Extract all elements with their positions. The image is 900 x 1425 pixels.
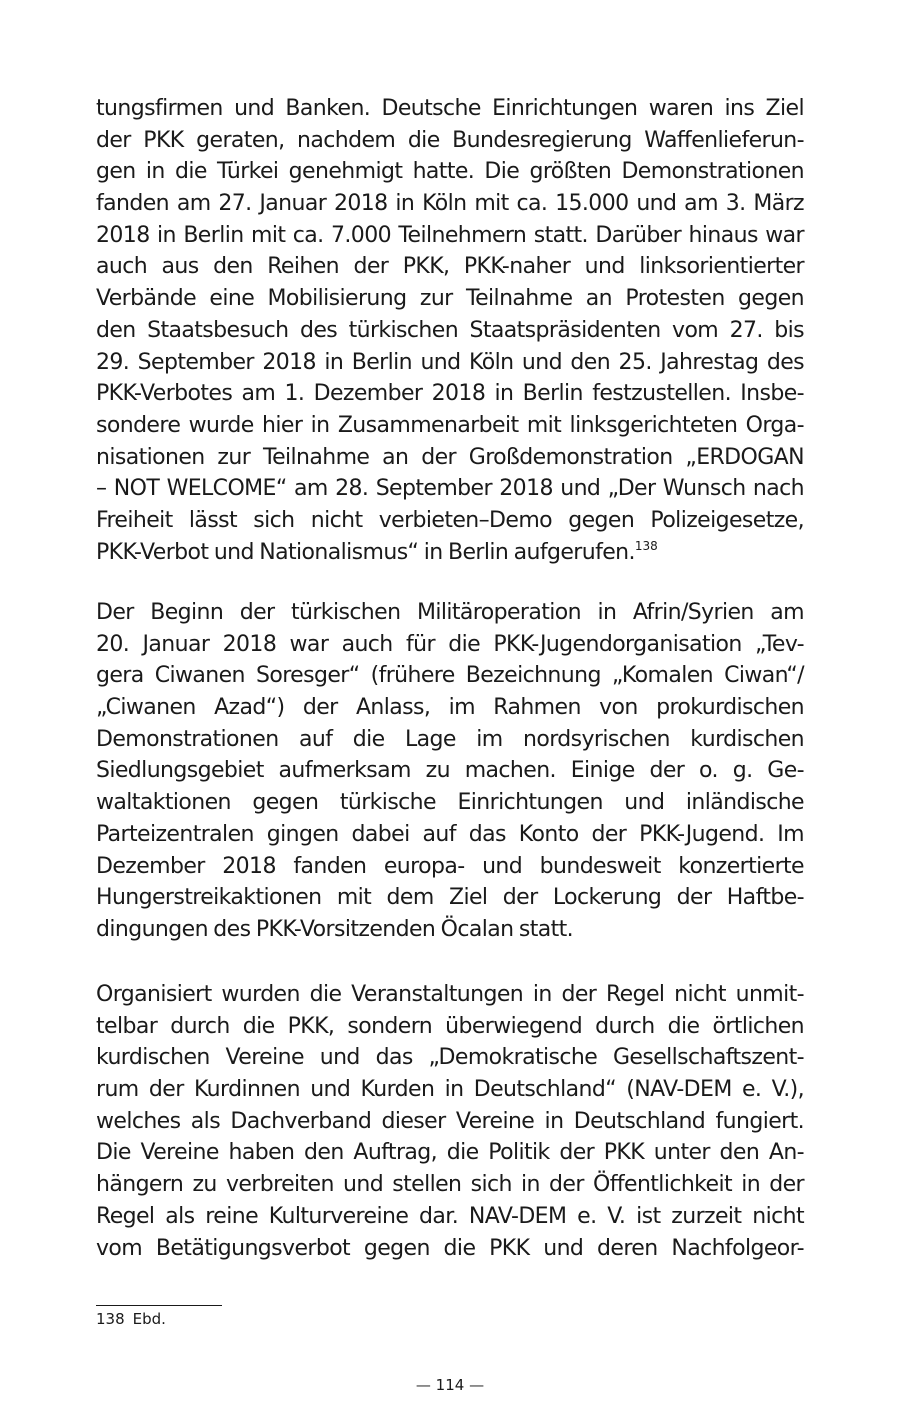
text-line: Dezember 2018 fanden europa- und bundesweit konzertierte (96, 853, 804, 879)
text-line: Demonstrationen auf die Lage im nordsyrischen kurdischen (96, 726, 804, 752)
paragraph-3 (96, 979, 804, 1264)
text-line: rum der Kurdinnen und Kurden in Deutschland“ (NAV-DEM e. V.), (96, 1077, 804, 1103)
footnote-divider (96, 1305, 222, 1306)
text-line: Parteizentralen gingen dabei auf das Konto der PKK-Jugend. Im (96, 821, 804, 847)
footnote-number: 138 (96, 1310, 125, 1328)
text-line: nisationen zur Teilnahme an der Großdemonstration „ERDOGAN (96, 444, 804, 470)
text-line: kurdischen Vereine und das „Demokratische Gesellschaftszent- (96, 1045, 804, 1071)
text-line: Die Vereine haben den Auftrag, die Politik der PKK unter den An- (96, 1140, 804, 1166)
page-number-dash-left: — (415, 1376, 431, 1394)
page-number-value: 114 (435, 1376, 465, 1394)
footnote-reference[interactable]: 138 (634, 538, 658, 553)
text-line: Regel als reine Kulturvereine dar. NAV-DEM e. V. ist zurzeit nicht (96, 1203, 804, 1229)
text-line: Siedlungsgebiet aufmerksam zu machen. Einige der o. g. Ge- (96, 758, 804, 784)
text-line: sondere wurde hier in Zusammenarbeit mit linksgerichteten Orga- (96, 412, 804, 438)
text-line: 20. Januar 2018 war auch für die PKK-Jugendorganisation „Tev- (96, 631, 804, 657)
footnote-text: Ebd. (132, 1310, 166, 1328)
text-line: der PKK geraten, nachdem die Bundesregierung Waffenlieferun- (96, 127, 804, 153)
text-line-last: dingungen des PKK-Vorsitzenden Öcalan statt. (96, 916, 574, 942)
paragraph-2 (96, 597, 804, 946)
text-line: Organisiert wurden die Veranstaltungen in der Regel nicht unmit- (96, 982, 804, 1007)
page-number (0, 1375, 900, 1395)
text-line: waltaktionen gegen türkische Einrichtungen und inländische (96, 790, 804, 816)
text-line: hängern zu verbreiten und stellen sich in der Öffentlichkeit in der (96, 1172, 804, 1198)
text-line: 2018 in Berlin mit ca. 7.000 Teilnehmern statt. Darüber hinaus war (96, 222, 804, 248)
text-line: den Staatsbesuch des türkischen Staatspräsidenten vom 27. bis (96, 317, 804, 343)
text-line: welches als Dachverband dieser Vereine in Deutschland fungiert. (96, 1108, 804, 1134)
text-line-last (96, 537, 804, 569)
text-line: telbar durch die PKK, sondern überwiegend durch die örtlichen (96, 1013, 804, 1039)
text-line: Der Beginn der türkischen Militäroperation in Afrin/Syrien am (96, 600, 804, 625)
footnote (96, 1309, 166, 1329)
text-line: – NOT WELCOME“ am 28. September 2018 und „Der Wunsch nach (96, 476, 804, 502)
text-line: Hungerstreikaktionen mit dem Ziel der Lockerung der Haftbe- (96, 885, 804, 911)
text-line: fanden am 27. Januar 2018 in Köln mit ca. 15.000 und am 3. März (96, 191, 804, 217)
text-line: vom Betätigungsverbot gegen die PKK und deren Nachfolgeor- (96, 1235, 804, 1261)
text-line: „Ciwanen Azad“) der Anlass, im Rahmen von prokurdischen (96, 695, 804, 721)
text-line-content: PKK-Verbot und Nationalismus“ in Berlin aufgerufen. (96, 539, 635, 565)
text-line: 29. September 2018 in Berlin und Köln und den 25. Jahrestag des (96, 349, 804, 375)
text-line: auch aus den Reihen der PKK, PKK-naher und linksorientierter (96, 254, 804, 280)
text-line: gera Ciwanen Soresger“ (frühere Bezeichnung „Komalen Ciwan“/ (96, 663, 804, 689)
text-line: Verbände eine Mobilisierung zur Teilnahme an Protesten gegen (96, 286, 804, 312)
text-line: PKK-Verbotes am 1. Dezember 2018 in Berlin festzustellen. Insbe- (96, 381, 804, 407)
page-number-dash-right: — (469, 1376, 485, 1394)
paragraph-1 (96, 93, 804, 568)
text-line: gen in die Türkei genehmigt hatte. Die größten Demonstrationen (96, 159, 804, 185)
text-line: Freiheit lässt sich nicht verbieten–Demo gegen Polizeigesetze, (96, 507, 804, 533)
text-line: tungsfirmen und Banken. Deutsche Einrichtungen waren ins Ziel (96, 96, 804, 121)
